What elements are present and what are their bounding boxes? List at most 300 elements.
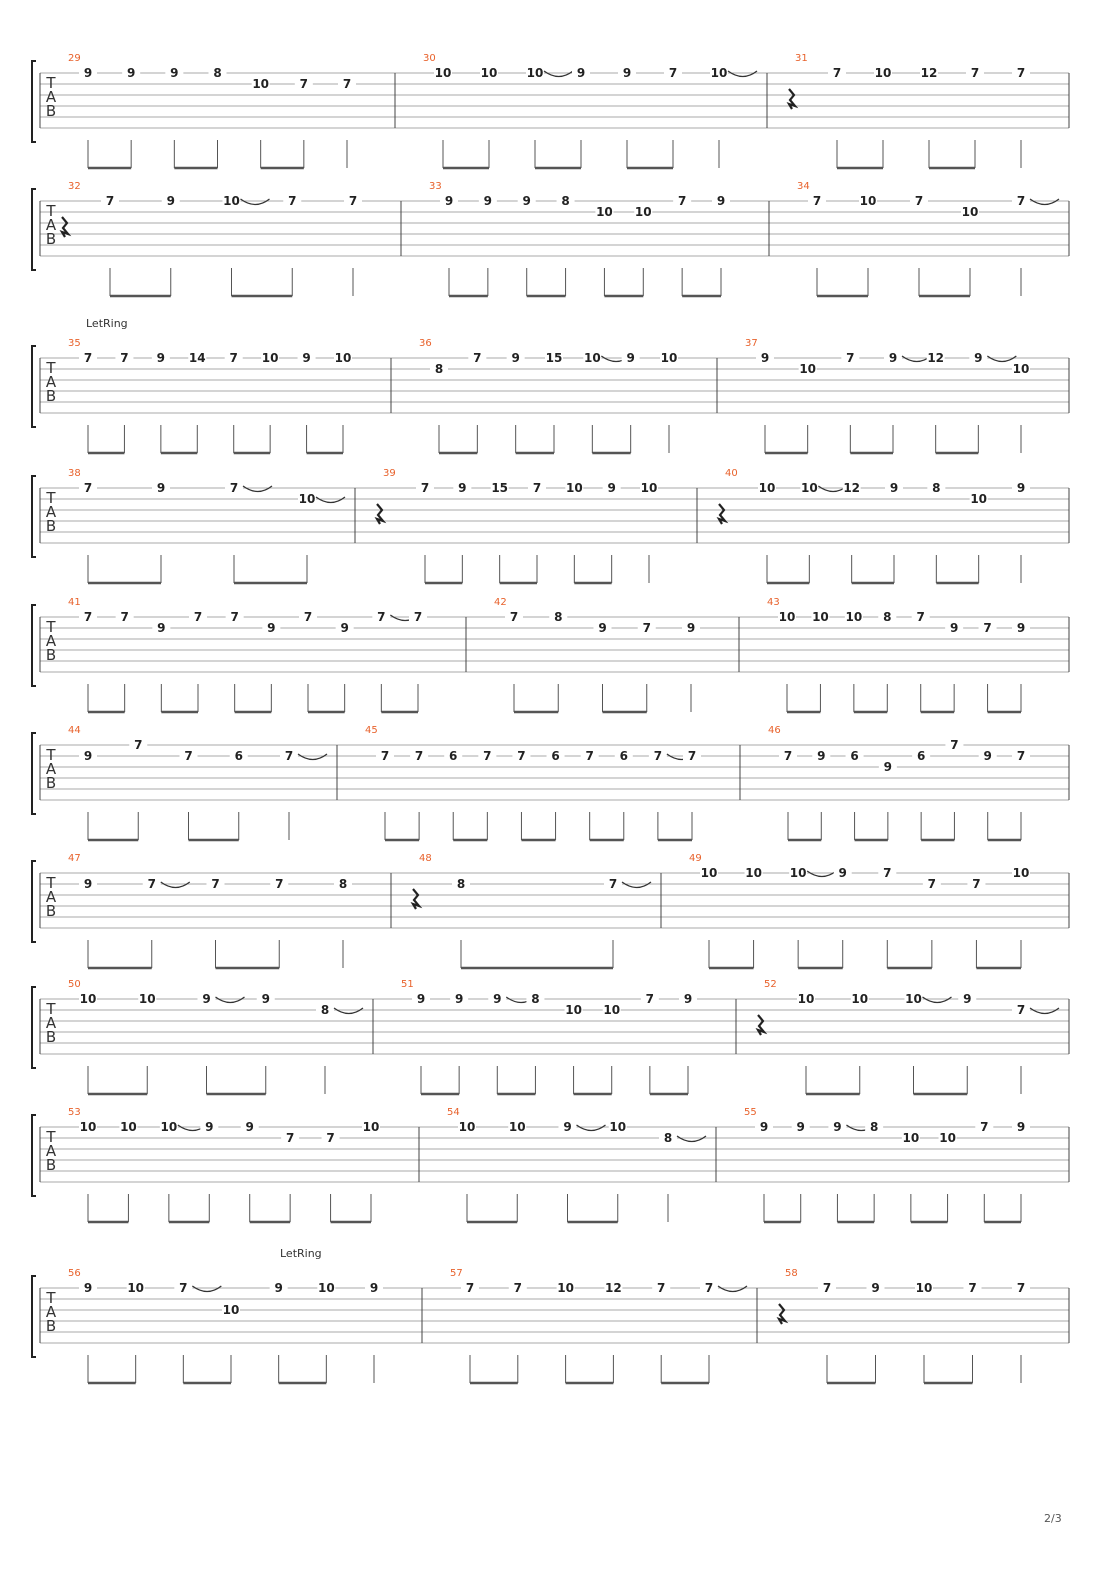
fret-number: 9 <box>202 992 211 1006</box>
fret-number: 10 <box>138 992 156 1006</box>
tab-clef-letter: B <box>45 1317 57 1335</box>
letring-annotation: LetRing <box>280 1247 322 1260</box>
fret-number: 7 <box>812 194 822 208</box>
tie-arc <box>718 1286 747 1292</box>
measure-number: 29 <box>68 53 81 64</box>
fret-number: 7 <box>326 1131 335 1145</box>
tab-system <box>32 597 1069 712</box>
fret-number: 10 <box>261 351 279 365</box>
tab-clef-letter: A <box>45 373 57 391</box>
fret-number: 10 <box>458 1120 476 1134</box>
tab-clef-letter: T <box>46 489 56 507</box>
measure-number: 51 <box>401 979 414 990</box>
tab-clef-letter: A <box>45 888 57 906</box>
measure-number: 46 <box>768 725 781 736</box>
measure-number: 52 <box>764 979 777 990</box>
fret-number: 10 <box>603 1003 621 1017</box>
fret-number: 7 <box>147 877 156 891</box>
tie-arc <box>1030 199 1059 205</box>
fret-number: 10 <box>334 351 352 365</box>
fret-number: 10 <box>710 66 728 80</box>
fret-number: 7 <box>608 877 618 891</box>
fret-number: 10 <box>1012 362 1030 376</box>
tie-arc <box>334 1008 363 1014</box>
measure-number: 50 <box>68 979 81 990</box>
fret-number: 7 <box>972 877 981 891</box>
fret-number: 7 <box>509 610 519 624</box>
fret-number: 10 <box>79 992 97 1006</box>
fret-number: 10 <box>634 205 652 219</box>
fret-number: 10 <box>789 866 807 880</box>
fret-number: 7 <box>275 877 284 891</box>
fret-number: 9 <box>156 351 166 365</box>
fret-number: 14 <box>188 351 206 365</box>
tab-clef-letter: T <box>46 202 56 220</box>
fret-number: 8 <box>554 610 563 624</box>
fret-number: 10 <box>609 1120 627 1134</box>
rest-symbol <box>62 217 68 237</box>
tie-arc <box>216 997 245 1003</box>
fret-number: 12 <box>927 351 945 365</box>
fret-number: 6 <box>916 749 926 763</box>
fret-number: 10 <box>859 194 877 208</box>
fret-number: 10 <box>961 205 979 219</box>
system-bracket <box>32 476 36 557</box>
fret-number: 9 <box>983 749 992 763</box>
fret-number: 7 <box>284 749 294 763</box>
tab-clef-letter: A <box>45 88 57 106</box>
fret-number: 7 <box>645 992 655 1006</box>
fret-number: 7 <box>980 1120 989 1134</box>
fret-number: 9 <box>626 351 635 365</box>
fret-number: 9 <box>126 66 136 80</box>
letring-annotation: LetRing <box>86 317 128 330</box>
fret-number: 7 <box>83 351 93 365</box>
fret-number: 10 <box>317 1281 335 1295</box>
fret-number: 6 <box>449 749 458 763</box>
rest-symbol <box>758 1015 764 1035</box>
tie-arc <box>243 486 272 492</box>
fret-number: 10 <box>565 1003 582 1017</box>
tab-clef-letter: T <box>46 1000 56 1018</box>
fret-number: 8 <box>320 1003 330 1017</box>
fret-number: 7 <box>822 1281 832 1295</box>
fret-number: 9 <box>716 194 726 208</box>
rest-symbol <box>789 89 795 109</box>
fret-number: 7 <box>342 77 352 91</box>
fret-number: 7 <box>229 481 239 495</box>
fret-number: 7 <box>473 351 482 365</box>
fret-number: 8 <box>932 481 941 495</box>
fret-number: 7 <box>83 610 93 624</box>
fret-number: 10 <box>222 1303 240 1317</box>
fret-number: 9 <box>157 621 166 635</box>
measure-number: 55 <box>744 1107 757 1118</box>
fret-number: 9 <box>796 1120 805 1134</box>
fret-number: 9 <box>949 621 959 635</box>
system-bracket <box>32 189 36 270</box>
fret-number: 8 <box>869 1120 879 1134</box>
system-bracket <box>32 61 36 142</box>
measure-number: 41 <box>68 597 81 608</box>
fret-number: 10 <box>640 481 658 495</box>
fret-number: 10 <box>700 866 718 880</box>
measure-number: 49 <box>689 853 702 864</box>
fret-number: 7 <box>348 194 358 208</box>
fret-number: 7 <box>303 610 313 624</box>
fret-number: 9 <box>274 1281 283 1295</box>
fret-number: 7 <box>517 749 526 763</box>
measure-number: 32 <box>68 181 81 192</box>
fret-number: 7 <box>299 77 309 91</box>
fret-number: 10 <box>508 1120 526 1134</box>
fret-number: 7 <box>1016 1281 1026 1295</box>
fret-number: 7 <box>968 1281 977 1295</box>
fret-number: 9 <box>883 760 893 774</box>
tab-clef-letter: B <box>45 774 57 792</box>
tab-clef-letter: B <box>45 1028 57 1046</box>
fret-number: 10 <box>745 866 762 880</box>
fret-number: 9 <box>889 481 899 495</box>
measure-number: 42 <box>494 597 507 608</box>
tab-clef-letter: T <box>46 74 56 92</box>
tab-clef-letter: A <box>45 632 57 650</box>
tab-system <box>32 181 1069 296</box>
fret-number: 9 <box>444 194 454 208</box>
fret-number: 10 <box>851 992 869 1006</box>
fret-number: 9 <box>261 992 270 1006</box>
tab-clef-letter: B <box>45 230 57 248</box>
fret-number: 7 <box>783 749 793 763</box>
tab-clef-letter: B <box>45 102 57 120</box>
fret-number: 7 <box>230 610 239 624</box>
fret-number: 9 <box>83 1281 93 1295</box>
fret-number: 10 <box>915 1281 933 1295</box>
fret-number: 10 <box>160 1120 178 1134</box>
tab-clef-letter: T <box>46 359 56 377</box>
fret-number: 9 <box>522 194 531 208</box>
fret-number: 10 <box>797 992 815 1006</box>
measure-number: 33 <box>429 181 442 192</box>
fret-number: 6 <box>234 749 243 763</box>
system-bracket <box>32 346 36 427</box>
tie-arc <box>923 997 952 1003</box>
fret-number: 7 <box>83 481 93 495</box>
fret-number: 7 <box>677 194 687 208</box>
fret-number: 9 <box>369 1281 379 1295</box>
fret-number: 12 <box>605 1281 622 1295</box>
tab-clef-letter: B <box>45 1156 57 1174</box>
measure-number: 43 <box>767 597 780 608</box>
fret-number: 6 <box>850 749 859 763</box>
fret-number: 9 <box>686 621 696 635</box>
measure-number: 37 <box>745 338 758 349</box>
tab-system <box>32 853 1069 968</box>
fret-number: 7 <box>668 66 678 80</box>
fret-number: 9 <box>458 481 467 495</box>
measure-number: 45 <box>365 725 378 736</box>
fret-number: 10 <box>362 1120 380 1134</box>
fret-number: 7 <box>193 610 203 624</box>
fret-number: 9 <box>974 351 983 365</box>
fret-number: 9 <box>166 194 175 208</box>
fret-number: 10 <box>120 1120 137 1134</box>
fret-number: 9 <box>416 992 426 1006</box>
tab-system <box>32 468 1069 583</box>
tab-clef-letter: B <box>45 902 57 920</box>
fret-number: 10 <box>970 492 988 506</box>
fret-number: 7 <box>211 877 220 891</box>
fret-number: 9 <box>607 481 616 495</box>
tab-clef-letter: A <box>45 503 57 521</box>
tie-arc <box>577 1125 606 1131</box>
fret-number: 9 <box>302 351 311 365</box>
fret-number: 10 <box>902 1131 920 1145</box>
tab-clef-letter: A <box>45 1303 57 1321</box>
fret-number: 9 <box>833 1120 842 1134</box>
fret-number: 9 <box>838 866 847 880</box>
fret-number: 9 <box>622 66 632 80</box>
fret-number: 7 <box>983 621 992 635</box>
fret-number: 9 <box>483 194 493 208</box>
rest-symbol <box>779 1304 785 1324</box>
measure-number: 47 <box>68 853 81 864</box>
fret-number: 8 <box>434 362 444 376</box>
tie-arc <box>987 356 1016 362</box>
fret-number: 7 <box>832 66 842 80</box>
fret-number: 7 <box>179 1281 188 1295</box>
fret-number: 7 <box>970 66 980 80</box>
fret-number: 9 <box>871 1281 880 1295</box>
tab-clef-letter: B <box>45 517 57 535</box>
rest-symbol <box>413 889 419 909</box>
fret-number: 10 <box>1012 866 1030 880</box>
tab-system <box>32 725 1069 840</box>
system-bracket <box>32 1276 36 1357</box>
fret-number: 7 <box>657 1281 666 1295</box>
fret-number: 10 <box>758 481 776 495</box>
fret-number: 8 <box>883 610 892 624</box>
fret-number: 7 <box>653 749 663 763</box>
tab-clef-letter: A <box>45 1014 57 1032</box>
system-bracket <box>32 1115 36 1196</box>
measure-number: 44 <box>68 725 81 736</box>
fret-number: 10 <box>298 492 316 506</box>
fret-number: 10 <box>252 77 270 91</box>
fret-number: 10 <box>905 992 922 1006</box>
fret-number: 7 <box>1016 66 1026 80</box>
fret-number: 8 <box>456 877 466 891</box>
system-bracket <box>32 605 36 686</box>
fret-number: 7 <box>846 351 855 365</box>
fret-number: 6 <box>619 749 628 763</box>
fret-number: 10 <box>565 481 583 495</box>
fret-number: 9 <box>576 66 586 80</box>
page-number: 2/3 <box>1044 1512 1062 1525</box>
fret-number: 9 <box>760 351 770 365</box>
fret-number: 12 <box>920 66 938 80</box>
measure-number: 53 <box>68 1107 81 1118</box>
fret-number: 8 <box>561 194 570 208</box>
fret-number: 7 <box>914 194 924 208</box>
measure-number: 31 <box>795 53 808 64</box>
fret-number: 10 <box>79 1120 97 1134</box>
fret-number: 9 <box>83 877 93 891</box>
fret-number: 7 <box>642 621 651 635</box>
fret-number: 9 <box>267 621 276 635</box>
tie-arc <box>677 1136 706 1142</box>
system-bracket <box>32 987 36 1068</box>
tab-clef-letter: T <box>46 746 56 764</box>
fret-number: 10 <box>480 66 498 80</box>
fret-number: 9 <box>888 351 898 365</box>
fret-number: 9 <box>493 992 502 1006</box>
rest-symbol <box>719 504 725 524</box>
fret-number: 9 <box>205 1120 214 1134</box>
tie-arc <box>241 199 270 205</box>
fret-number: 7 <box>120 351 129 365</box>
fret-number: 7 <box>380 749 390 763</box>
measure-number: 40 <box>725 468 738 479</box>
tab-system <box>32 53 1069 168</box>
measure-number: 39 <box>383 468 396 479</box>
fret-number: 7 <box>285 1131 295 1145</box>
fret-number: 10 <box>434 66 452 80</box>
fret-number: 7 <box>120 610 129 624</box>
fret-number: 8 <box>531 992 540 1006</box>
measure-number: 35 <box>68 338 81 349</box>
tie-arc <box>298 754 327 760</box>
tab-clef-letter: T <box>46 874 56 892</box>
tab-clef-letter: A <box>45 216 57 234</box>
fret-number: 9 <box>759 1120 769 1134</box>
system-bracket <box>32 733 36 814</box>
fret-number: 7 <box>883 866 892 880</box>
tie-arc <box>544 71 573 77</box>
fret-number: 7 <box>585 749 594 763</box>
fret-number: 8 <box>338 877 348 891</box>
fret-number: 10 <box>874 66 892 80</box>
fret-number: 10 <box>799 362 817 376</box>
fret-number: 7 <box>916 610 925 624</box>
fret-number: 10 <box>812 610 829 624</box>
fret-number: 6 <box>551 749 560 763</box>
fret-number: 9 <box>156 481 166 495</box>
fret-number: 10 <box>660 351 678 365</box>
fret-number: 7 <box>483 749 492 763</box>
fret-number: 10 <box>939 1131 956 1145</box>
tie-arc <box>1030 1008 1059 1014</box>
tab-clef-letter: T <box>46 618 56 636</box>
fret-number: 7 <box>420 481 430 495</box>
fret-number: 9 <box>963 992 972 1006</box>
fret-number: 9 <box>1016 481 1026 495</box>
fret-number: 7 <box>687 749 697 763</box>
measure-number: 57 <box>450 1268 463 1279</box>
tie-arc <box>622 882 651 888</box>
tie-arc <box>192 1286 221 1292</box>
measure-number: 38 <box>68 468 81 479</box>
fret-number: 10 <box>845 610 863 624</box>
fret-number: 10 <box>596 205 613 219</box>
tab-clef-letter: A <box>45 760 57 778</box>
measure-number: 56 <box>68 1268 81 1279</box>
fret-number: 7 <box>950 738 959 752</box>
fret-number: 9 <box>340 621 349 635</box>
fret-number: 7 <box>184 749 193 763</box>
fret-number: 9 <box>83 66 93 80</box>
fret-number: 12 <box>843 481 861 495</box>
fret-number: 9 <box>1016 621 1026 635</box>
tab-clef-letter: T <box>46 1128 56 1146</box>
system-bracket <box>32 861 36 942</box>
measure-number: 58 <box>785 1268 798 1279</box>
fret-number: 7 <box>704 1281 714 1295</box>
fret-number: 7 <box>513 1281 522 1295</box>
fret-number: 15 <box>545 351 563 365</box>
tab-clef-letter: B <box>45 646 57 664</box>
fret-number: 9 <box>511 351 520 365</box>
fret-number: 7 <box>532 481 542 495</box>
rest-symbol <box>377 504 383 524</box>
fret-number: 7 <box>134 738 143 752</box>
fret-number: 8 <box>663 1131 673 1145</box>
fret-number: 9 <box>1016 1120 1026 1134</box>
tab-clef-letter: A <box>45 1142 57 1160</box>
fret-number: 9 <box>598 621 607 635</box>
fret-number: 7 <box>414 749 424 763</box>
fret-number: 9 <box>83 749 93 763</box>
fret-number: 10 <box>778 610 796 624</box>
tab-system <box>32 979 1069 1094</box>
tab-system <box>32 317 1069 453</box>
tie-arc <box>807 871 836 877</box>
fret-number: 7 <box>1016 194 1026 208</box>
fret-number: 7 <box>927 877 937 891</box>
fret-number: 7 <box>465 1281 475 1295</box>
fret-number: 10 <box>127 1281 145 1295</box>
fret-number: 7 <box>288 194 297 208</box>
fret-number: 9 <box>170 66 179 80</box>
measure-number: 54 <box>447 1107 460 1118</box>
fret-number: 7 <box>229 351 238 365</box>
fret-number: 7 <box>413 610 423 624</box>
fret-number: 9 <box>454 992 464 1006</box>
fret-number: 7 <box>1016 1003 1026 1017</box>
tab-system <box>32 1247 1069 1383</box>
measure-number: 48 <box>419 853 432 864</box>
fret-number: 7 <box>377 610 386 624</box>
fret-number: 15 <box>491 481 509 495</box>
fret-number: 10 <box>223 194 240 208</box>
fret-number: 10 <box>583 351 601 365</box>
tab-clef-letter: B <box>45 387 57 405</box>
fret-number: 9 <box>245 1120 254 1134</box>
tie-arc <box>161 882 190 888</box>
fret-number: 7 <box>1016 749 1026 763</box>
fret-number: 8 <box>213 66 222 80</box>
fret-number: 10 <box>557 1281 574 1295</box>
measure-number: 36 <box>419 338 432 349</box>
tab-system <box>32 1107 1069 1222</box>
fret-number: 9 <box>563 1120 572 1134</box>
fret-number: 10 <box>800 481 818 495</box>
fret-number: 9 <box>683 992 693 1006</box>
tie-arc <box>316 497 345 503</box>
tab-clef-letter: T <box>46 1289 56 1307</box>
measure-number: 34 <box>797 181 810 192</box>
fret-number: 7 <box>105 194 115 208</box>
